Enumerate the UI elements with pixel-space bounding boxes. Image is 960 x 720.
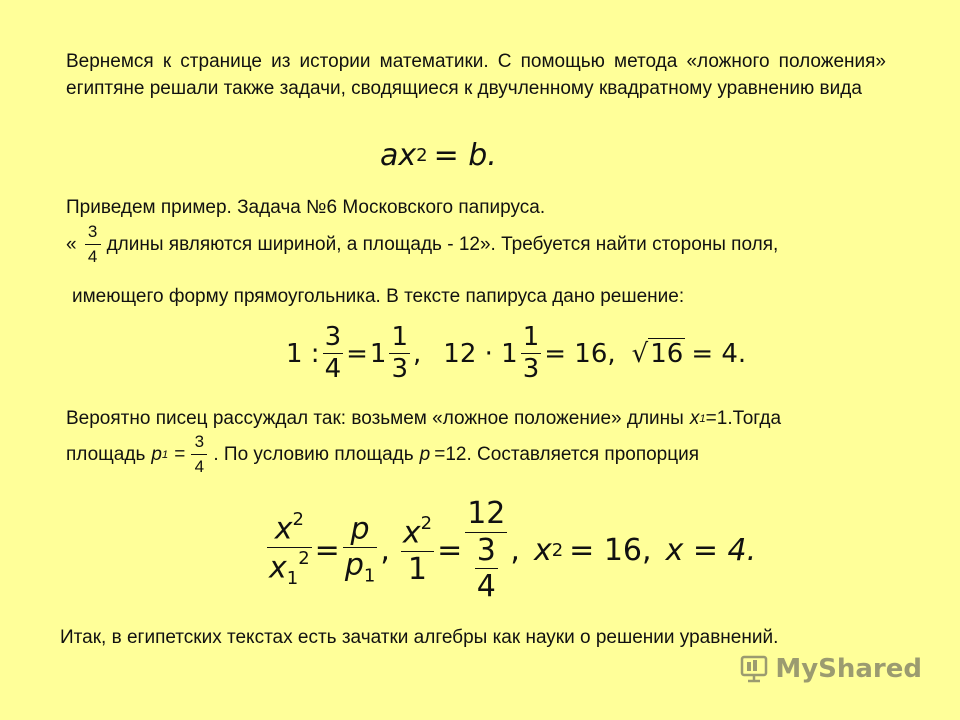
sub-1: 1	[699, 413, 706, 425]
frac-num: 3	[476, 532, 496, 568]
var-x: x	[533, 532, 552, 568]
frac-den: 3	[391, 354, 409, 385]
area-lead: площадь	[66, 443, 146, 465]
frac-num: 3	[87, 222, 98, 241]
eq3-comma: ,	[380, 532, 390, 568]
var-p: p	[350, 511, 370, 547]
frac-num: 3	[194, 432, 205, 451]
papyrus-solution-equation	[286, 324, 746, 384]
fraction-three-quarters	[85, 222, 101, 267]
frac-12-over-3-4	[465, 498, 507, 603]
var-p: p	[151, 443, 162, 465]
reasoning-tail: =1.Тогда	[705, 408, 782, 429]
eq3-equals-2: =	[437, 532, 463, 568]
papyrus-solution-text: имеющего форму прямоугольника. В тексте папируса дано решение:	[72, 286, 685, 307]
frac-p-p1	[343, 511, 378, 587]
eq1-rhs: = b.	[433, 138, 497, 173]
watermark-brand: MyShared	[775, 654, 922, 684]
area-line	[66, 432, 699, 477]
eq2-twelve: 12 · 1	[443, 338, 518, 369]
var-x: x	[269, 550, 287, 586]
var-p: p	[344, 548, 364, 584]
sub-1: 1	[286, 568, 299, 590]
eq2-frac-3-4	[323, 324, 344, 384]
watermark	[739, 654, 922, 684]
eq3-result: x = 4.	[665, 532, 757, 568]
eq3-equals: =	[314, 532, 340, 568]
conclusion: Итак, в египетских текстах есть зачатки алгебры как науки о решении уравнений.	[60, 627, 779, 648]
frac-den: 3	[522, 354, 540, 385]
area-equals: =	[174, 443, 186, 465]
fraction-three-quarters-area	[191, 432, 207, 477]
frac-3-4-nested	[475, 532, 498, 604]
open-quote: «	[66, 233, 77, 255]
intro-paragraph: Вернемся к странице из истории математики. С помощью метода «ложного положения» египтяне решали также задачи, сводящиеся к двучленному квадратному уравнению вида	[66, 51, 886, 99]
task-text: длины являются шириной, а площадь - 12». Требуется найти стороны поля,	[106, 233, 779, 255]
frac-num: 3	[324, 322, 342, 352]
frac-x2-1	[401, 515, 434, 586]
frac-den: 4	[476, 569, 496, 604]
example-intro: Приведем пример. Задача №6 Московского папируса.	[66, 197, 546, 218]
eq1-lhs: ax	[380, 138, 417, 173]
sub-1: 1	[363, 565, 376, 587]
var-x: x	[274, 511, 293, 547]
area-tail-a: . По условию площадь	[213, 443, 414, 465]
var-x: x	[402, 515, 421, 551]
reasoning-text: Вероятно писец рассуждал так: возьмем «ложное положение» длины	[66, 408, 684, 429]
eq2-tail: = 4.	[691, 338, 747, 369]
frac-den: 4	[194, 457, 205, 476]
exp-2: 2	[420, 513, 433, 534]
exp-2: 2	[292, 509, 304, 531]
frac-num: 1	[391, 322, 409, 352]
denominator-1: 1	[407, 552, 428, 587]
sqrt-sign: √	[631, 338, 649, 369]
scribe-reasoning-line	[66, 408, 781, 430]
eq3-comma-2: ,	[510, 532, 520, 568]
var-x: x	[689, 408, 700, 429]
sub-1: 1	[161, 448, 169, 461]
area-tail-b: =12. Составляется пропорция	[434, 443, 700, 465]
eq1-exponent: 2	[416, 145, 428, 166]
frac-bar	[191, 454, 207, 455]
var-p2: p	[419, 443, 431, 465]
proportion-equation	[264, 498, 756, 603]
eq2-frac-1-3	[389, 324, 410, 384]
task-statement-line	[66, 222, 778, 267]
eq2-whole: 1	[369, 338, 387, 369]
frac-den: 4	[324, 354, 342, 385]
sqrt-radicand: 16	[650, 339, 684, 370]
eq2-frac-1-3-b	[521, 324, 542, 384]
eq3-sixteen: = 16,	[569, 532, 652, 568]
exp-2: 2	[298, 548, 310, 570]
exp-2: 2	[551, 539, 564, 561]
frac-den: 4	[87, 247, 98, 266]
eq2-comma: ,	[413, 338, 422, 369]
frac-num: 1	[522, 322, 540, 352]
frac-x2-x12	[267, 511, 312, 589]
frac-bar	[85, 244, 101, 245]
quadratic-equation	[380, 138, 497, 173]
eq2-equals: =	[346, 338, 368, 369]
numerator-12: 12	[467, 496, 506, 531]
eq2-sixteen: = 16,	[544, 338, 616, 369]
eq2-one: 1 :	[286, 338, 320, 369]
presentation-icon	[739, 654, 769, 684]
